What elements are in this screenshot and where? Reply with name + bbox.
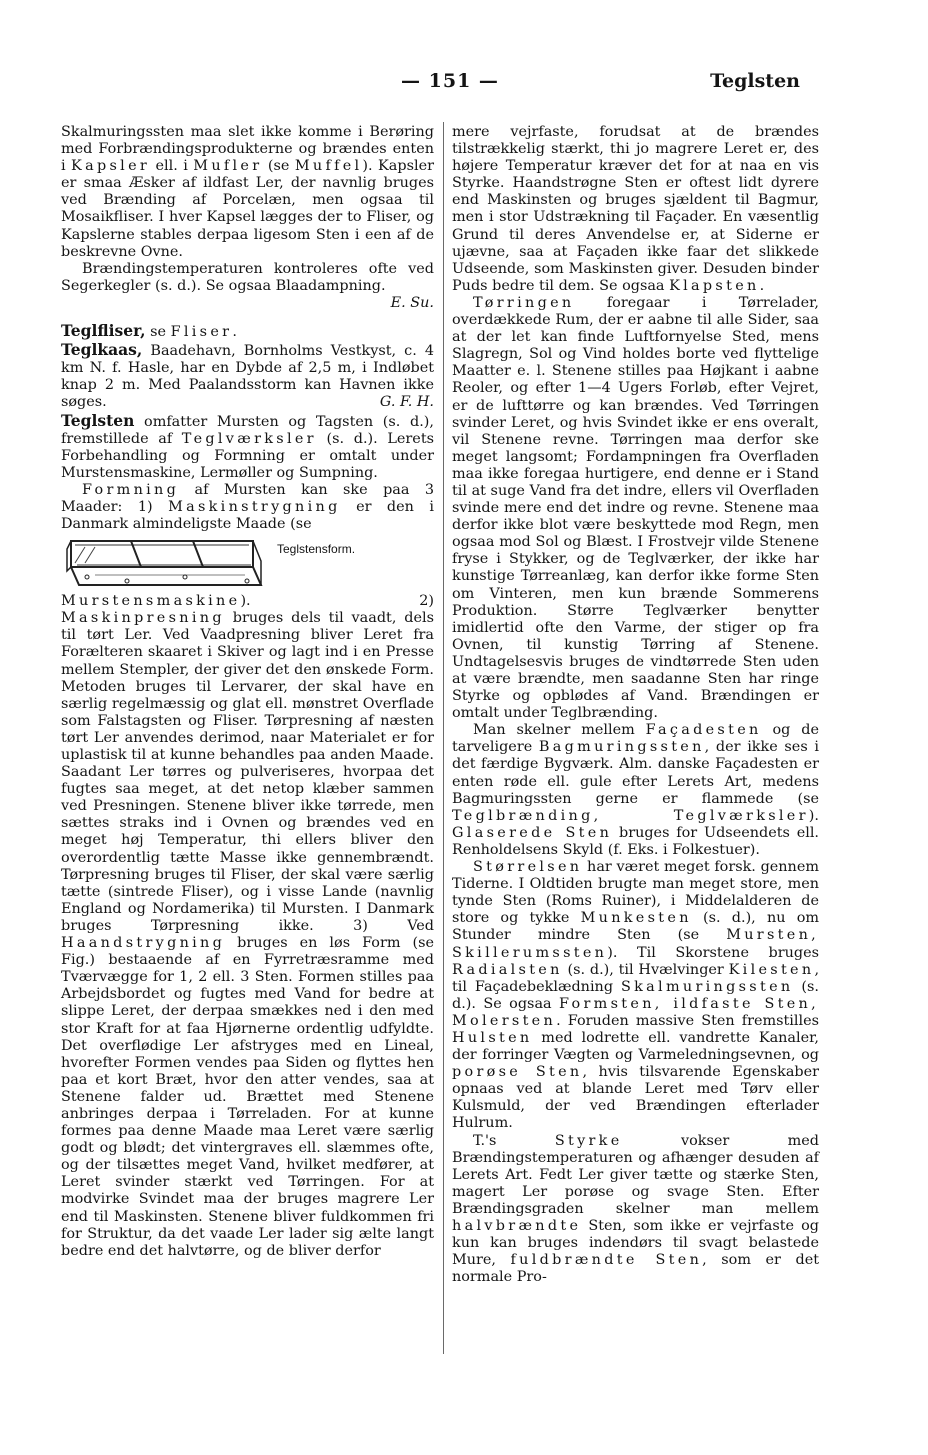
entry-headword: Teglfliser, [61,321,146,341]
right-column [452,124,819,1286]
running-title: Teglsten [710,70,800,92]
paragraph: T.'s Styrke vokser med Brændingstemperaturen og afhænger desuden af Lerets Art. Fedt Ler giver tætte og stærke Sten, magert Ler porøse og svage Sten. Efter Brændingsgraden skelner man mellem halvbrændte Sten, som ikke er vejrfaste og kun kan bruges indendørs til svagt belastede Mure, fuldbrændte Sten, som er det normale Pro- [452,1132,820,1286]
left-column: Skalmuringssten maa slet ikke komme i Berøring med Forbrændingsprodukterne og brændes enten i Kapsler ell. i Mufler (se Muffel). Kapsler er smaa Æsker af ildfast Ler, der navnlig bruges ved Brænding af Porcelæn, men ogsaa til Mosaikfliser. I hver Kapsel lægges der to Fliser, og Kapslerne stables derpaa ligesom Sten i een af de beskrevne Ovne. Brændingstemperaturen kontroleres ofte ved Segerkegler (s. d.). Se ogsaa Blaadampning. E. Su. Teglfliser, se Fliser. Teglkaas, Baadehavn, Bornholms Vestkyst, c. 4 km N. f. Hasle, har en Dybde af 2,5 m, i Indløbet knap 2 m. Med Paalandsstorm kan Havnen ikke søges. G. F. H. Teglsten omfatter Mursten og Tagsten (s. d.), fremstillede af Teglværksler (s. d.). Lerets Forbehandling og Formning er omtalt under Murstensmaskine, Lermøller og Sumpning. Formning af Mursten kan ske paa 3 Maader: 1) Maskinstrygning er den i Danmark almindeligste Maade (se Teglstensform. Murstensmaskine). 2) Maskinpresning bruges dels til vaadt, dels til tørt Ler. Ved Vaadpresning bliver Leret fra Forælteren skaaret i Skiver og lagt ind i en Presse mellem Stempler, der giver det den ønskede Form. Metoden bruges til Lervarer, der skal have en særlig regelmæssig og glat ell. mønstret Overflade som Falstagsten og Fliser. Tørpresning af næsten tørt Ler anvendes derimod, naar Materialet er for uplastisk til at kunne behandles paa anden Maade. Saadant Ler tørres og pulveriseres, hvorpaa det fugtes saa meget, at det netop klæber sammen ved Presningen. Stenene bliver ikke tørrede, men sættes straks ind i Ovnen og brændes ved en meget høj Temperatur, thi ellers bliver den overordentlig tætte Masse ikke gennembrændt. Tørpresning bruges til Fliser, der skal være særlig tætte (sintrede Fliser), og i visse Lande (navnlig England og Nordamerika) til Mursten. I Danmark bruges Tørpresning ikke. 3) Ved Haandstrygning bruges en løs Form (se Fig.) bestaaende af en Fyrretræsramme med Tværvægge for 1, 2 ell. 3 Sten. Formen stilles paa Arbejdsbordet og fugtes med Vand for bedre at slippe Leret, der derpaa smækkes ned i den med stor Kraft for at faa Hjørnerne ordentlig udfyldte. Det overflødige Ler afstryges med en Lineal, hvorefter Formen vendes paa Siden og flyttes hen paa et kort Bræt, hvor den atter vendes, saa at Stenene falder ud. Brættet med Stenene anbringes derpaa i Tørreladen. For at kunne formes paa denne Maade maa Leret være særlig godt og blødt; det vintergraves ell. slæmmes ofte, og der tilsættes meget Vand, hvilket medfører, at Leret svinder stærkt ved Tørringen. For at modvirke Svindet maa der bruges magrere Ler end til Maskinsten. Stenene bliver fuldkommen fri for Struktur, da det vaade Ler lader sig ælte langt bedre end det halvtørre, og de bliver derfor [61,124,435,1259]
column-divider [443,122,444,1354]
author-signature: E. Su. [390,294,434,311]
paragraph: Man skelner mellem Façadesten og de tarveligere Bagmuringssten, der ikke ses i det færdige Bygværk. Alm. danske Façadesten er enten røde ell. gule efter Lerets Art, medens Bagmuringssten gerne er flammede (se Teglbrænding, Teglværksler). Glaserede Sten bruges for Udseendets ell. Renholdelsens Skyld (f. Eks. i Folkestuer). [452,722,819,858]
paragraph: Skalmuringssten maa slet ikke komme i Berøring med Forbrændingsprodukterne og brændes enten i Kapsler ell. i Mufler (se Muffel). Kapsler er smaa Æsker af ildfast Ler, der navnlig bruges ved Brænding af Porcelæn, men ogsaa til Mosaikfliser. I hver Kapsel lægges der to Fliser, og Kapslerne stables derpaa ligesom Sten i een af de beskrevne Ovne. [61,124,434,260]
entry-teglfliser: Teglfliser, se Fliser. [61,321,237,341]
figure-caption: Teglstensform. [277,542,356,557]
paragraph: Formning af Mursten kan ske paa 3 Maader: 1) Maskinstrygning er den i Danmark almindeligste Maade (se [61,482,434,533]
paragraph: Brændingstemperaturen kontroleres ofte ved Segerkegler (s. d.). Se ogsaa Blaadampning. [61,260,434,294]
paragraph: Tørringen foregaar i Tørrelader, overdækkede Rum, der er aabne til alle Sider, saa at der let kan finde Luftfornyelse Sted, mens Slagregn, Sol og Vind holdes borte ved flyttelige Maatter e. l. Stenene stilles paa Højkant i aabne Reoler, og efter 1—4 Ugers Forløb, efter Vejret, er de lufttørre og kan brændes. Ved Tørringen svinder Leret, og hvis Svindet ikke er ens overalt, vil Stenene revne. Tørringen maa derfor ske meget langsomt; Fordampningen fra Overfladen maa ikke foregaa hurtigere, end denne er i Stand til at suge Vand fra det indre, ellers vil Overfladen svinde mere end det indre og revne. Stenene maa derfor ikke blot være beskyttede mod Regn, men ogsaa mod Sol og Blæst. I Frostvejr vilde Stenene fryse i Stykker, og de Teglværker, der ikke har kunstige Tørreanlæg, kan derfor ikke forme Sten om Vinteren, men kun brænde Sommerens Produktion. Større Teglværker benytter imidlertid ofte den Varme, der stiger op fra Ovnen, til kunstig Tørring af Stenene. Undtagelsesvis bruges de vindtørrede Sten uden at være brændte, men saadanne Sten har ringe Styrke og opblødes af Vand. Brændingen er omtalt under Teglbrænding. [452,294,819,722]
page-number: — 151 — [401,70,499,92]
brick-mould-figure [61,537,269,591]
entry-headword: Teglkaas, [61,340,143,360]
entry-teglkaas: Teglkaas, Baadehavn, Bornholms Vestkyst, c. 4 km N. f. Hasle, har en Dybde af 2,5 m, i Indløbet knap 2 m. Med Paalandsstorm kan Havnen ikke søges. G. F. H. [61,340,435,411]
paragraph: mere vejrfaste, forudsat at de brændes tilstrækkelig stærkt, thi jo magrere Leret er, des højere Temperatur kræver det for at naa en vis Styrke. Haandstrøgne Sten er oftest lidt dyrere end Maskinsten og bruges sjældent til Bagmur, men i stor Udstrækning til Façader. En væsentlig Grund til deres Anvendelse er, at Siderne er ujævne, saa at Façaden ikke faar det slikkede Udseende, som Maskinsten giver. Desuden binder Puds bedre til dem. Se ogsaa Klapsten. [452,124,819,294]
brick-mould-illustration [65,537,265,591]
paragraph: Størrelsen har været meget forsk. gennem Tiderne. I Oldtiden brugte man meget store, men tynde Sten (Roms Ruiner), i Middelalderen de store og tykke Munkesten (s. d.), nu om Stunder mindre Sten (se Mursten, Skillerumssten). Til Skorstene bruges Radialsten (s. d.), til Hvælvinger Kilesten, til Façadebeklædning Skalmuringssten (s. d.). Se ogsaa Formsten, ildfaste Sten, Molersten. Foruden massive Sten fremstilles Hulsten med lodrette ell. vandrette Kanaler, der forringer Vægten og Varmeledningsevnen, og porøse Sten, hvis tilsvarende Egenskaber opnaas ved at blande Leret med Tørv eller Kulsmuld, der ved Brændingen efterlader Hulrum. [452,859,820,1132]
entry-headword: Teglsten [61,410,135,430]
author-signature: G. F. H. [379,394,434,411]
entry-teglsten: Teglsten omfatter Mursten og Tagsten (s. d.), fremstillede af Teglværksler (s. d.). Lerets Forbehandling og Formning er omtalt under Murstensmaskine, Lermøller og Sumpning. [61,410,434,481]
